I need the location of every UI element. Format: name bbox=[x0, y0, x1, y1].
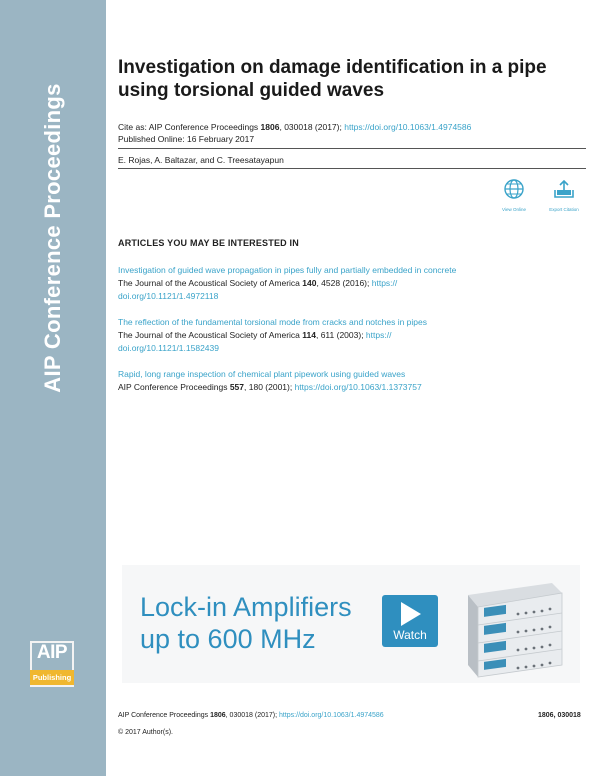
lock-in-amplifier-device-icon bbox=[462, 573, 566, 679]
cite-rest: , 030018 (2017); bbox=[279, 122, 345, 132]
related-article-title[interactable]: Investigation of guided wave propagation in pipes fully and partially embedded in concrete bbox=[118, 265, 457, 275]
related-doi-link[interactable]: doi.org/10.1121/1.4972118 bbox=[118, 291, 219, 301]
related-article bbox=[118, 368, 588, 394]
journal-sidebar bbox=[0, 0, 106, 776]
footer-prefix: AIP Conference Proceedings bbox=[118, 712, 211, 719]
related-doi-link[interactable]: https://doi.org/10.1063/1.1373757 bbox=[294, 382, 422, 392]
paper-title: Investigation on damage identification in a pipe using torsional guided waves bbox=[118, 57, 547, 101]
cite-volume: 1806 bbox=[260, 122, 280, 132]
related-pages: , 180 (2001); bbox=[244, 382, 295, 392]
advertisement-banner[interactable] bbox=[122, 565, 580, 683]
export-icon bbox=[552, 178, 576, 200]
related-doi-link[interactable]: https:// bbox=[365, 330, 392, 340]
related-article-title[interactable]: Rapid, long range inspection of chemical plant pipework using guided waves bbox=[118, 369, 406, 379]
related-articles-heading: ARTICLES YOU MAY BE INTERESTED IN bbox=[118, 238, 299, 248]
related-journal: The Journal of the Acoustical Society of America bbox=[118, 330, 303, 340]
watch-button[interactable] bbox=[382, 595, 438, 647]
related-doi-link[interactable]: doi.org/10.1121/1.1582439 bbox=[118, 343, 219, 353]
related-article-citation bbox=[118, 381, 588, 394]
play-icon bbox=[401, 602, 421, 626]
view-online-label: View Online bbox=[502, 207, 526, 212]
related-volume: 557 bbox=[229, 382, 245, 392]
export-citation-label: Export Citation bbox=[549, 207, 579, 212]
related-article bbox=[118, 264, 588, 303]
footer-volume: 1806 bbox=[210, 712, 226, 719]
logo-mark: AIP bbox=[36, 642, 68, 663]
aip-publishing-logo[interactable] bbox=[30, 641, 74, 687]
divider bbox=[118, 148, 586, 149]
related-volume: 114 bbox=[302, 330, 316, 340]
footer-rest: , 030018 (2017); bbox=[225, 712, 279, 719]
footer-doi-link[interactable]: https://doi.org/10.1063/1.4974586 bbox=[279, 712, 384, 719]
export-citation-button[interactable] bbox=[544, 178, 584, 212]
citation-line bbox=[118, 122, 471, 132]
footer-page-id: 1806, 030018 bbox=[538, 712, 581, 719]
paper-doi-link[interactable]: https://doi.org/10.1063/1.4974586 bbox=[344, 122, 472, 132]
globe-icon bbox=[503, 178, 525, 200]
watch-label: Watch bbox=[393, 628, 427, 642]
related-journal: AIP Conference Proceedings bbox=[118, 382, 230, 392]
published-date: Published Online: 16 February 2017 bbox=[118, 134, 255, 144]
related-article-title[interactable]: The reflection of the fundamental torsional mode from cracks and notches in pipes bbox=[118, 317, 428, 327]
journal-title: AIP Conference Proceedings bbox=[40, 83, 65, 393]
footer-citation bbox=[118, 712, 384, 719]
related-volume: 140 bbox=[302, 278, 317, 288]
related-pages: , 611 (2003); bbox=[315, 330, 366, 340]
related-article-citation bbox=[118, 277, 588, 303]
footer-copyright: © 2017 Author(s). bbox=[118, 729, 173, 736]
authors: E. Rojas, A. Baltazar, and C. Treesatayapun bbox=[118, 155, 284, 165]
divider bbox=[118, 168, 586, 169]
related-doi-link[interactable]: https:// bbox=[371, 278, 398, 288]
ad-headline bbox=[140, 591, 352, 655]
related-article bbox=[118, 316, 588, 355]
ad-line-2: up to 600 MHz bbox=[140, 624, 316, 654]
ad-line-1: Lock-in Amplifiers bbox=[140, 592, 352, 622]
related-pages: , 4528 (2016); bbox=[316, 278, 372, 288]
view-online-button[interactable] bbox=[494, 178, 534, 212]
related-journal: The Journal of the Acoustical Society of America bbox=[118, 278, 303, 288]
cite-prefix: Cite as: AIP Conference Proceedings bbox=[118, 122, 261, 132]
related-article-citation bbox=[118, 329, 588, 355]
logo-subtitle: Publishing bbox=[30, 670, 74, 685]
